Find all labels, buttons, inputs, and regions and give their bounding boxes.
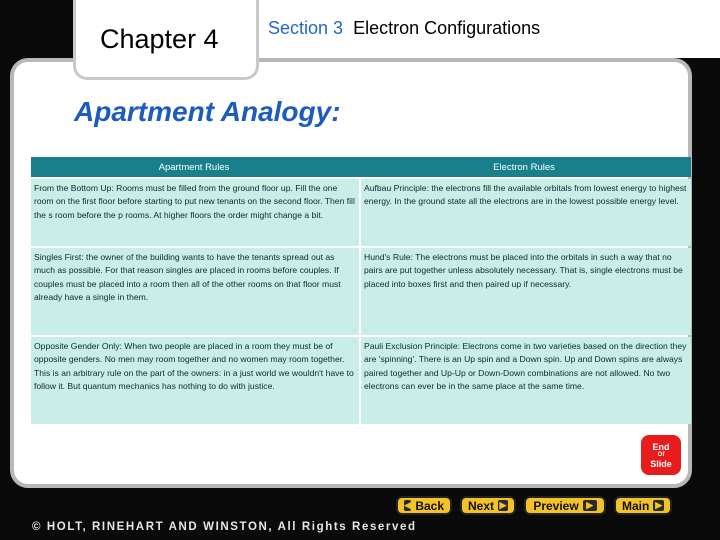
main-label: Main xyxy=(622,498,650,513)
section-number: Section 3 xyxy=(268,18,344,38)
apartment-rule-cell: From the Bottom Up: Rooms must be filled from the ground floor up. Fill the one room on the first floor before starting to put new tenants on the second floor. Then fill the s room before the p rooms. At higher floors the order might change a bit. xyxy=(31,179,361,246)
section-title xyxy=(268,18,540,39)
chapter-label: Chapter 4 xyxy=(100,24,219,54)
arrow-left-icon: ◀ xyxy=(404,500,412,510)
next-button[interactable] xyxy=(460,496,516,515)
back-button[interactable] xyxy=(396,496,452,515)
slide-label: Slide xyxy=(650,458,672,469)
of-label: Of xyxy=(657,451,665,458)
header-apartment-rules: Apartment Rules xyxy=(158,161,230,173)
preview-button[interactable] xyxy=(524,496,606,515)
table-row xyxy=(31,179,691,246)
section-name: Electron Configurations xyxy=(353,18,541,38)
main-button[interactable] xyxy=(614,496,672,515)
arrow-right-icon: ▶ xyxy=(655,500,663,510)
back-label: Back xyxy=(415,498,444,513)
table-row xyxy=(31,248,691,335)
copyright-text: © HOLT, RINEHART AND WINSTON, All Rights Reserved xyxy=(32,521,417,533)
electron-rule-cell: Aufbau Principle: the electrons fill the available orbitals from lowest energy to highest energy. In the ground state all the electrons are in the lowest possible energy level. xyxy=(364,183,687,207)
apartment-rule-cell: Opposite Gender Only: When two people are placed in a room they must be of opposite genders. No men may room together and no women may room together. This is an arbitrary rule on the part of the owners: in a just world we wouldn't have to follow it. But quantum mechanics has nothing to do with justice. xyxy=(31,337,361,424)
header-electron-rules: Electron Rules xyxy=(493,161,555,173)
chapter-tab xyxy=(73,0,259,80)
electron-rule-cell: Pauli Exclusion Principle: Electrons come in two varieties based on the direction they are 'spinning'. There is an Up spin and a Down spin. Up and Down spins are always paired together and Up-Up or Down-Down combinations are not allowed. No two electrons can ever be in the same place at the same time. xyxy=(364,341,687,392)
end-of-slide-button[interactable] xyxy=(639,433,683,477)
table-row xyxy=(31,337,691,424)
end-label: End xyxy=(652,441,670,452)
preview-label: Preview xyxy=(533,498,579,513)
table-header-row xyxy=(31,157,691,177)
arrow-right-icon: ▶ xyxy=(499,500,507,510)
navigation-bar xyxy=(396,496,672,515)
electron-rule-cell: Hund's Rule: The electrons must be placed into the orbitals in such a way that no pairs are put together unless absolutely necessary. That is, single electrons must be placed into boxes first and then paired up if necessary. xyxy=(364,252,683,289)
rules-table xyxy=(31,157,691,424)
next-label: Next xyxy=(468,498,495,513)
arrow-right-icon: ▶ xyxy=(583,500,597,511)
slide-title: Apartment Analogy: xyxy=(74,96,341,127)
apartment-rule-cell: Singles First: the owner of the building wants to have the tenants spread out as much as possible. For that reason singles are placed in rooms before couples. If couples must be placed into a room then all of the other rooms on that floor must already have a single in them. xyxy=(31,248,361,335)
